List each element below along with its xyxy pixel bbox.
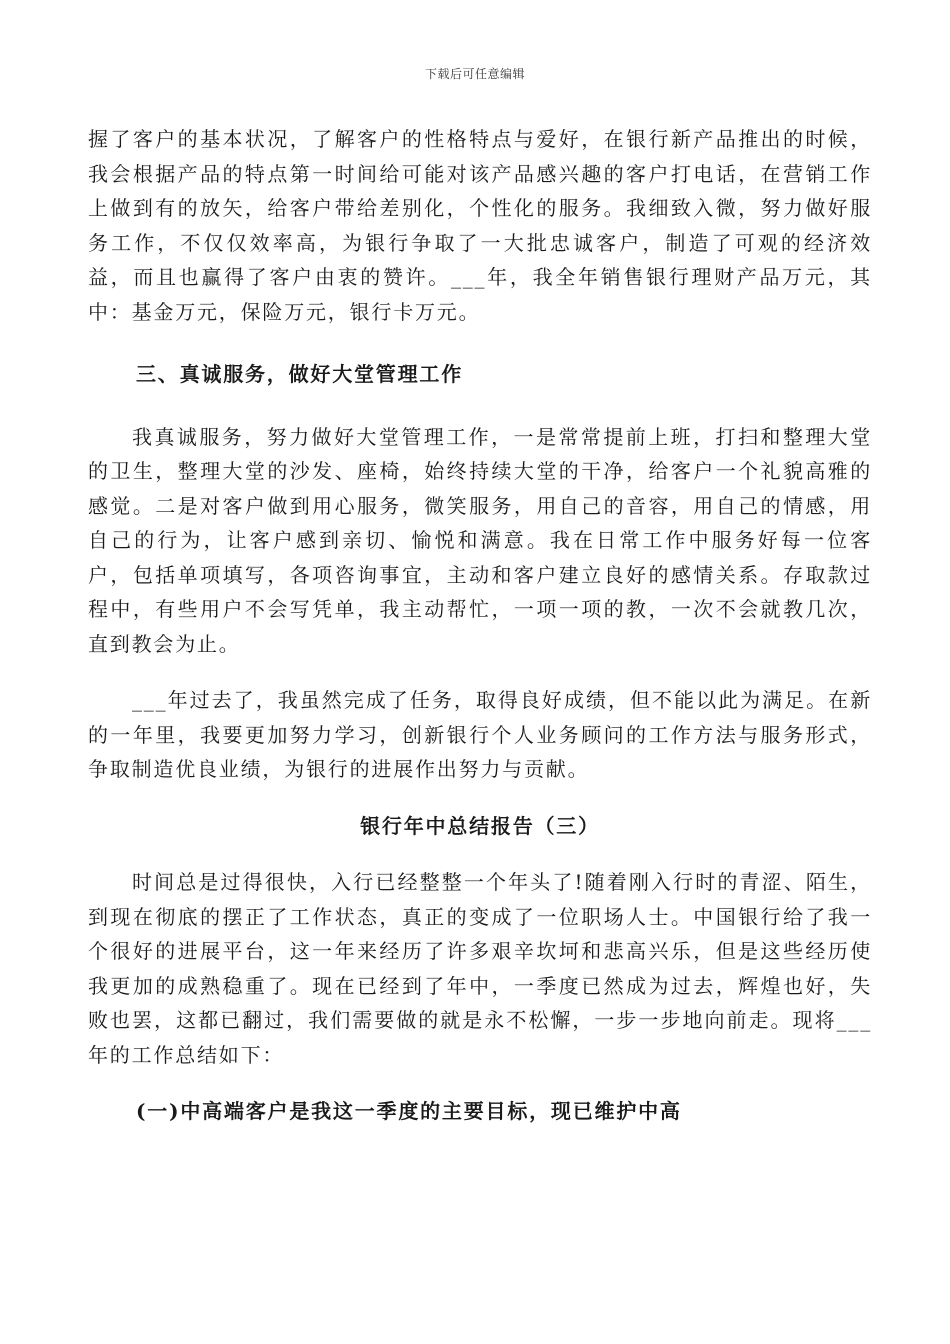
report-title: 银行年中总结报告（三） xyxy=(360,813,600,838)
section-heading-lobby-management: 三、真诚服务，做好大堂管理工作 xyxy=(136,362,463,386)
spacer xyxy=(88,392,872,420)
document-body xyxy=(88,122,872,1129)
spacer xyxy=(88,661,872,683)
spacer xyxy=(88,1072,872,1094)
paragraph-year-conclusion: ___年过去了，我虽然完成了任务，取得良好成绩，但不能以此为满足。在新的一年里，我要更加努力学习，创新银行个人业务顾问的工作方法与服务形式，争取制造优良业绩，为银行的进展作出努力与贡献。 xyxy=(88,688,872,781)
section-heading-high-end-clients: (一)中高端客户是我这一季度的主要目标，现已维护中高 xyxy=(136,1099,682,1123)
spacer xyxy=(88,329,872,357)
paragraph-lobby-service: 我真诚服务，努力做好大堂管理工作，一是常常提前上班，打扫和整理大堂的卫生，整理大堂的沙发、座椅，始终持续大堂的干净，给客户一个礼貌高雅的感觉。二是对客户做到用心服务，微笑服务，用自己的音容，用自己的情感，用自己的行为，让客户感到亲切、愉悦和满意。我在日常工作中服务好每一位客户，包括单项填写，各项咨询事宜，主动和客户建立良好的感情关系。存取款过程中，有些用户不会写凭单，我主动帮忙，一项一项的教，一次不会就教几次，直到教会为止。 xyxy=(88,424,872,656)
paragraph-introduction: 时间总是过得很快，入行已经整整一个年头了!随着刚入行时的青涩、陌生，到现在彻底的摆正了工作状态，真正的变成了一位职场人士。中国银行给了我一个很好的进展平台，这一年来经历了许多艰辛坎坷和悲高兴乐，但是这些经历使我更加的成熟稳重了。现在已经到了年中，一季度已然成为过去，辉煌也好，失败也罢，这都已翻过，我们需要做的就是永不松懈，一步一步地向前走。现将___年的工作总结如下： xyxy=(88,870,872,1067)
page-header: 下载后可任意编辑 xyxy=(424,67,525,81)
spacer xyxy=(88,787,872,809)
spacer xyxy=(88,843,872,865)
paragraph-customer-service: 握了客户的基本状况，了解客户的性格特点与爱好，在银行新产品推出的时候，我会根据产品的特点第一时间给可能对该产品感兴趣的客户打电话，在营销工作上做到有的放矢，给客户带给差别化，个性化的服务。我细致入微，努力做好服务工作，不仅仅效率高，为银行争取了一大批忠诚客户，制造了可观的经济效益，而且也赢得了客户由衷的赞许。___年，我全年销售银行理财产品万元，其中：基金万元，保险万元，银行卡万元。 xyxy=(88,127,872,324)
